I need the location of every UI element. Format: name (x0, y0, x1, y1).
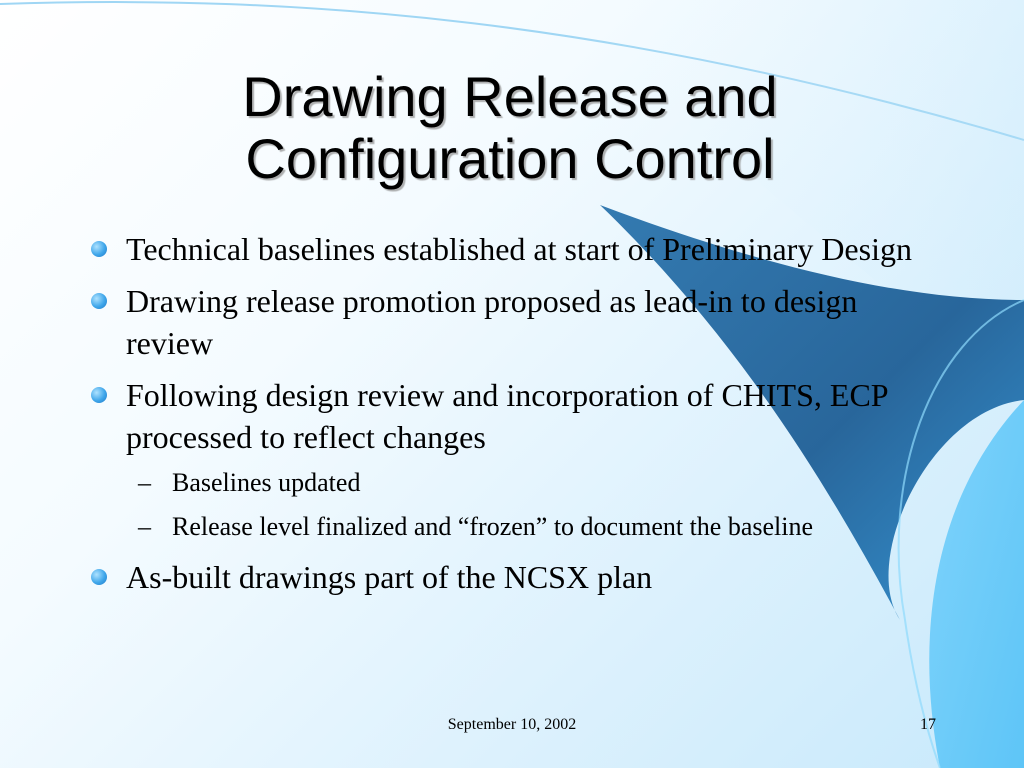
bullet-item (88, 374, 938, 458)
bullet-dot-icon (91, 293, 107, 309)
bullet-text: Following design review and incorporation of CHITS, ECP processed to reflect changes (126, 377, 888, 455)
dash-icon: – (138, 468, 151, 497)
footer-date: September 10, 2002 (447, 716, 577, 733)
sub-bullet-text: Baselines updated (172, 468, 361, 497)
slide-title (90, 66, 930, 190)
bullet-item (88, 556, 938, 598)
slide-title-line-2: Configuration Control (245, 127, 775, 190)
bullet-text: As-built drawings part of the NCSX plan (126, 559, 653, 595)
sub-bullet-item (88, 466, 938, 500)
slide-title-line-1: Drawing Release and (242, 65, 778, 128)
bullet-text: Drawing release promotion proposed as lead-in to design review (126, 283, 858, 361)
sub-bullet-text: Release level finalized and “frozen” to document the baseline (172, 512, 814, 541)
dash-icon: – (138, 512, 151, 541)
bullet-item (88, 280, 938, 364)
sub-bullet-item (88, 510, 938, 544)
bullet-list (88, 228, 938, 608)
slide-number: 17 (920, 716, 936, 733)
light-swoosh (929, 400, 1024, 768)
bullet-dot-icon (91, 241, 107, 257)
bullet-text: Technical baselines established at start of Preliminary Design (126, 231, 912, 267)
bullet-dot-icon (91, 569, 107, 585)
bullet-dot-icon (91, 387, 107, 403)
bullet-item (88, 228, 938, 270)
